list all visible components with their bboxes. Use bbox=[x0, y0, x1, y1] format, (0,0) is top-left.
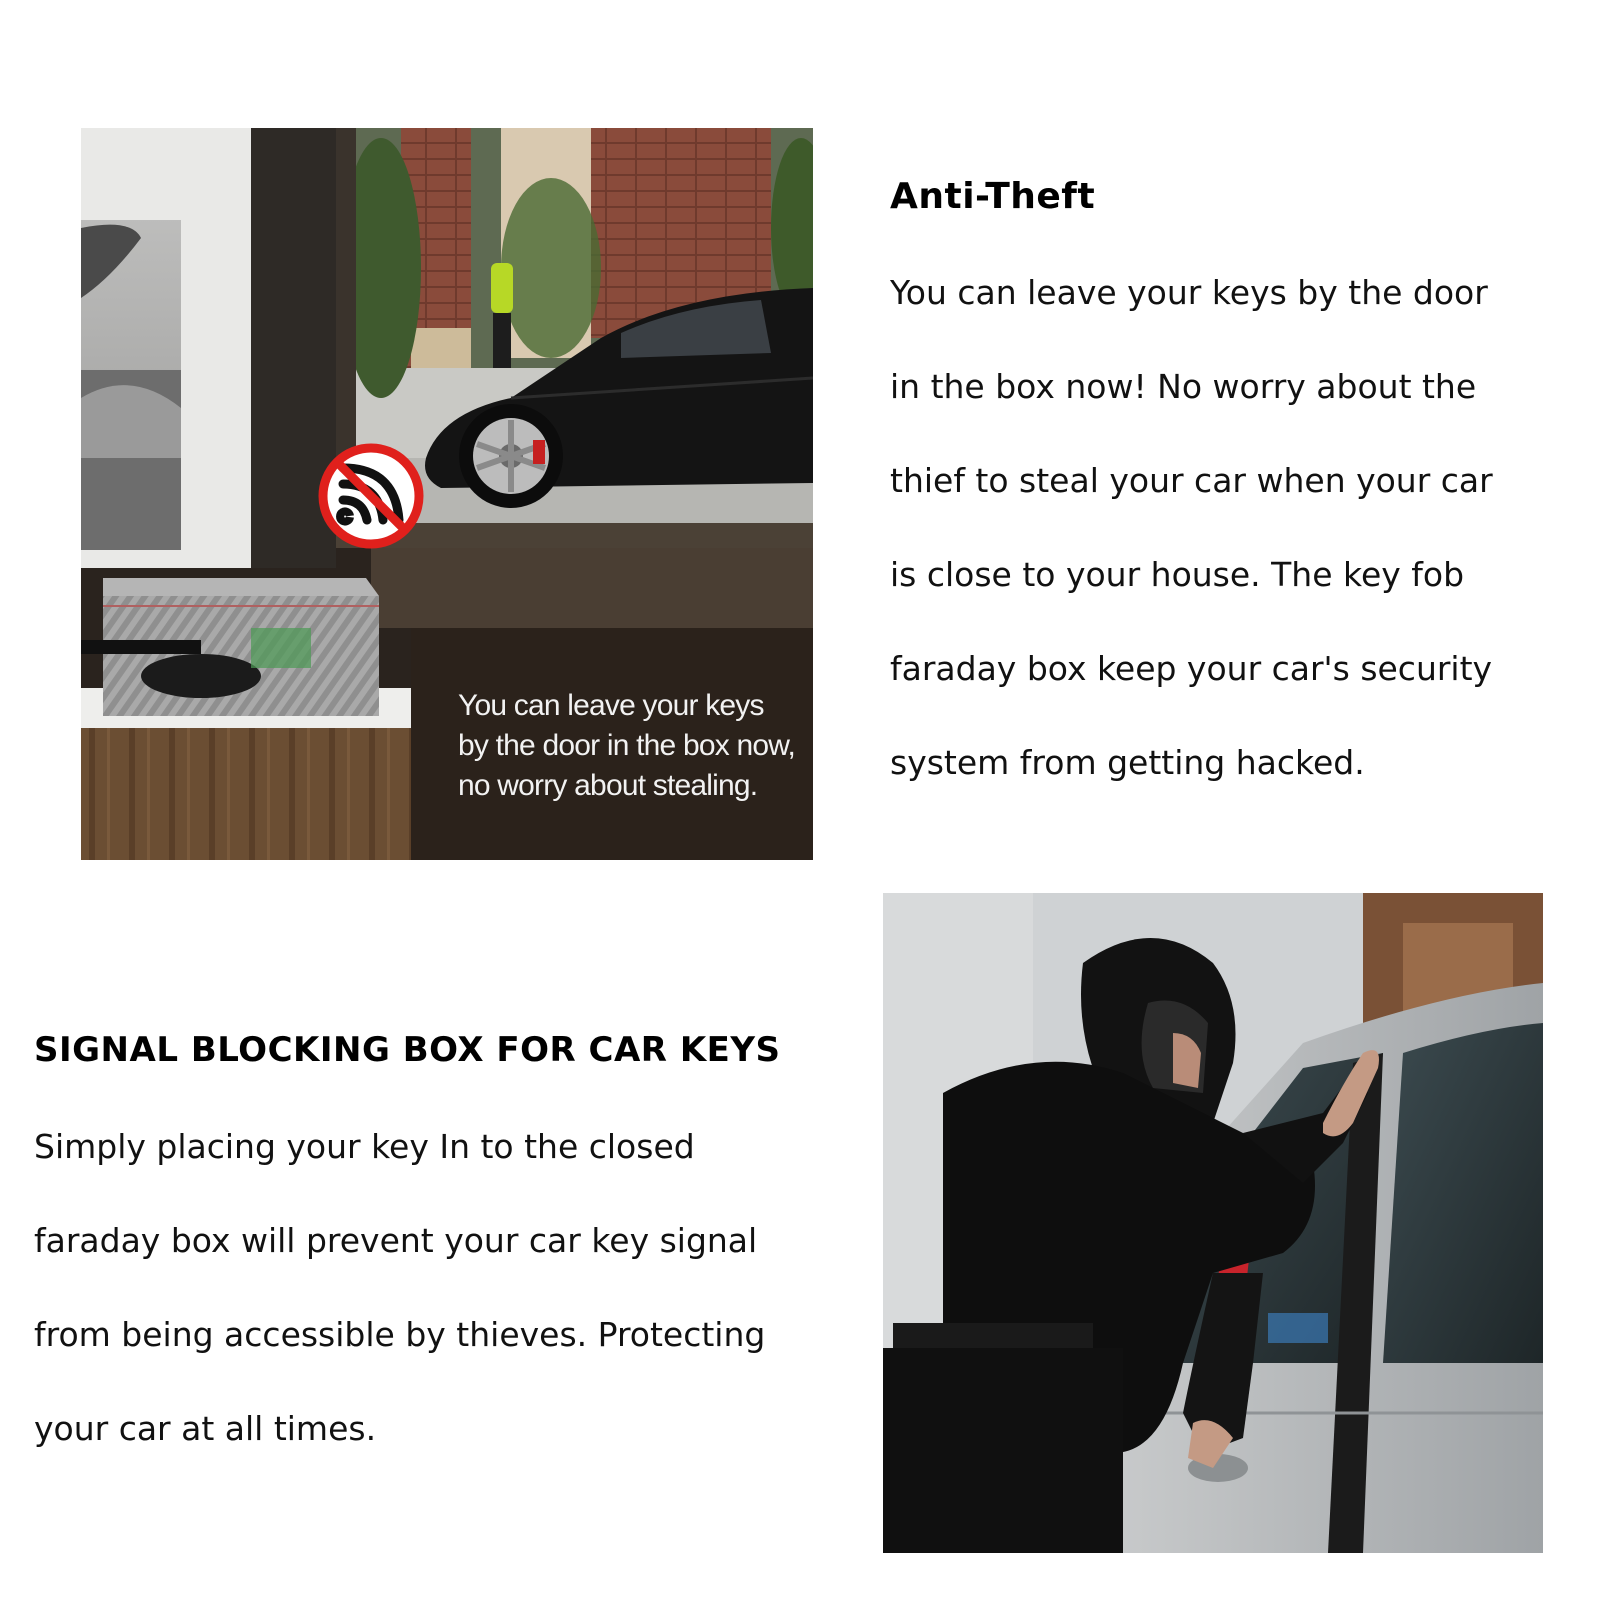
anti-theft-heading: Anti-Theft bbox=[890, 176, 1096, 217]
signal-blocking-heading: SIGNAL BLOCKING BOX FOR CAR KEYS bbox=[34, 1030, 781, 1070]
paragraph-line: You can leave your keys by the door bbox=[890, 273, 1488, 312]
paragraph-line: faraday box keep your car's security bbox=[890, 649, 1493, 688]
paragraph-line: Simply placing your key In to the closed bbox=[34, 1127, 695, 1166]
no-signal-icon bbox=[323, 448, 419, 544]
car-thief-image bbox=[883, 893, 1543, 1553]
paragraph-line: in the box now! No worry about the bbox=[890, 367, 1477, 406]
anti-theft-paragraph bbox=[890, 246, 1493, 810]
image-caption-line: by the door in the box now, bbox=[458, 729, 795, 762]
paragraph-line: thief to steal your car when your car bbox=[890, 461, 1493, 500]
image-caption-line: You can leave your keys bbox=[458, 689, 764, 722]
image-caption-line: no worry about stealing. bbox=[458, 769, 758, 802]
paragraph-line: faraday box will prevent your car key signal bbox=[34, 1221, 758, 1260]
image-caption bbox=[458, 686, 808, 806]
paragraph-line: from being accessible by thieves. Protecting bbox=[34, 1315, 766, 1354]
signal-blocking-paragraph bbox=[34, 1100, 765, 1476]
paragraph-line: system from getting hacked. bbox=[890, 743, 1365, 782]
paragraph-line: is close to your house. The key fob bbox=[890, 555, 1465, 594]
paragraph-line: your car at all times. bbox=[34, 1409, 377, 1448]
